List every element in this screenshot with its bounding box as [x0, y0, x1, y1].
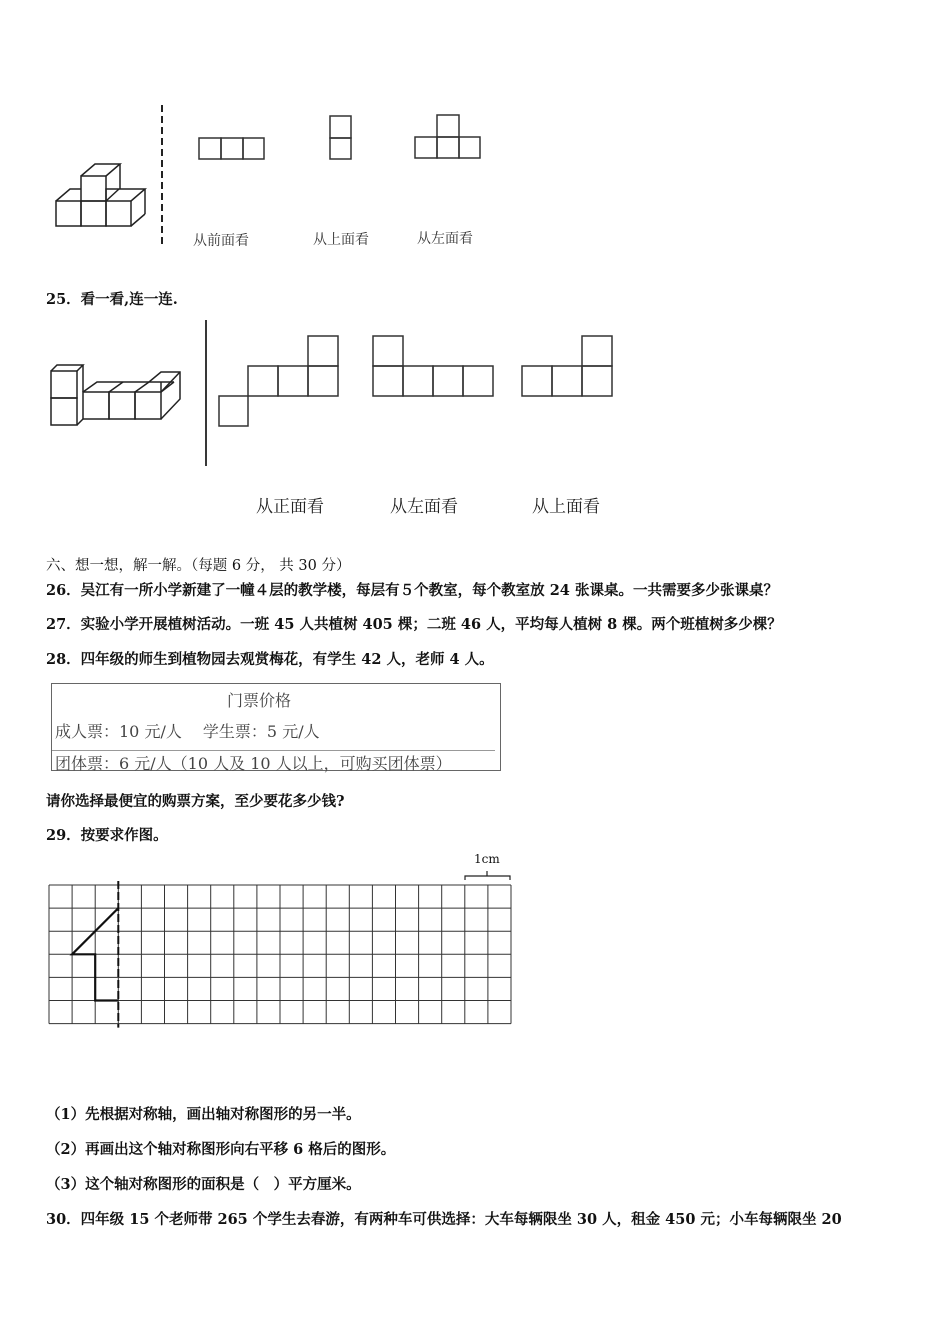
q25-label-top: 从上面看	[532, 497, 600, 517]
q30-text: 30．四年级 15 个老师带 265 个学生去春游，有两种车可供选择：大车每辆限坐 30 人，租金 450 元；小车每辆限坐 20	[46, 1211, 842, 1228]
q24-top-view-shape	[329, 115, 353, 161]
q24-label-top: 从上面看	[313, 232, 369, 248]
q29-part-2: （2）再画出这个轴对称图形向右平移 6 格后的图形。	[46, 1141, 396, 1158]
q27-text: 27．实验小学开展植树活动。一班 45 人共植树 405 棵；二班 46 人，平均每人植树 8 棵。两个班植树多少棵？	[46, 616, 782, 633]
q24-divider-line	[160, 105, 164, 245]
q25-view-shape-c	[521, 335, 615, 399]
q28-text: 28．四年级的师生到植物园去观赏梅花，有学生 42 人，老师 4 人。	[46, 651, 494, 668]
q29-title: 29．按要求作图。	[46, 827, 168, 844]
q25-label-left: 从左面看	[390, 497, 458, 517]
q24-front-view-shape	[198, 137, 266, 161]
q24-label-front: 从前面看	[193, 233, 249, 249]
q25-label-front: 从正面看	[256, 497, 324, 517]
q25-view-shape-a	[218, 335, 342, 429]
q24-left-view-shape	[414, 114, 482, 160]
q25-view-shape-b	[372, 335, 496, 399]
q25-title: 25．看一看,连一连.	[46, 291, 178, 308]
ticket-row-2: 团体票：6 元/人（10 人及 10 人以上，可购买团体票）	[52, 750, 495, 774]
section6-heading: 六、想一想，解一解。（每题 6 分， 共 30 分）	[46, 558, 351, 574]
ticket-price-table	[51, 683, 501, 771]
q24-label-left: 从左面看	[417, 231, 473, 247]
q25-divider-line	[204, 320, 208, 466]
scale-label: 1cm	[474, 852, 500, 866]
q29-grid[interactable]	[48, 884, 513, 1032]
q28-question: 请你选择最便宜的购票方案，至少要花多少钱?	[46, 793, 345, 810]
q29-part-3: （3）这个轴对称图形的面积是（ ）平方厘米。	[46, 1176, 361, 1193]
q29-part-1: （1）先根据对称轴，画出轴对称图形的另一半。	[46, 1106, 361, 1123]
q26-text: 26．吴江有一所小学新建了一幢４层的教学楼，每层有５个教室，每个教室放 24 张课桌。一共需要多少张课桌？	[46, 582, 778, 599]
ticket-row-1: 成人票：10 元/人 学生票：5 元/人	[55, 722, 320, 741]
q24-cube-stack-figure	[50, 155, 150, 235]
scale-bracket	[464, 866, 512, 882]
q25-cube-row-figure	[48, 362, 184, 428]
ticket-table-title: 门票价格	[227, 691, 292, 710]
